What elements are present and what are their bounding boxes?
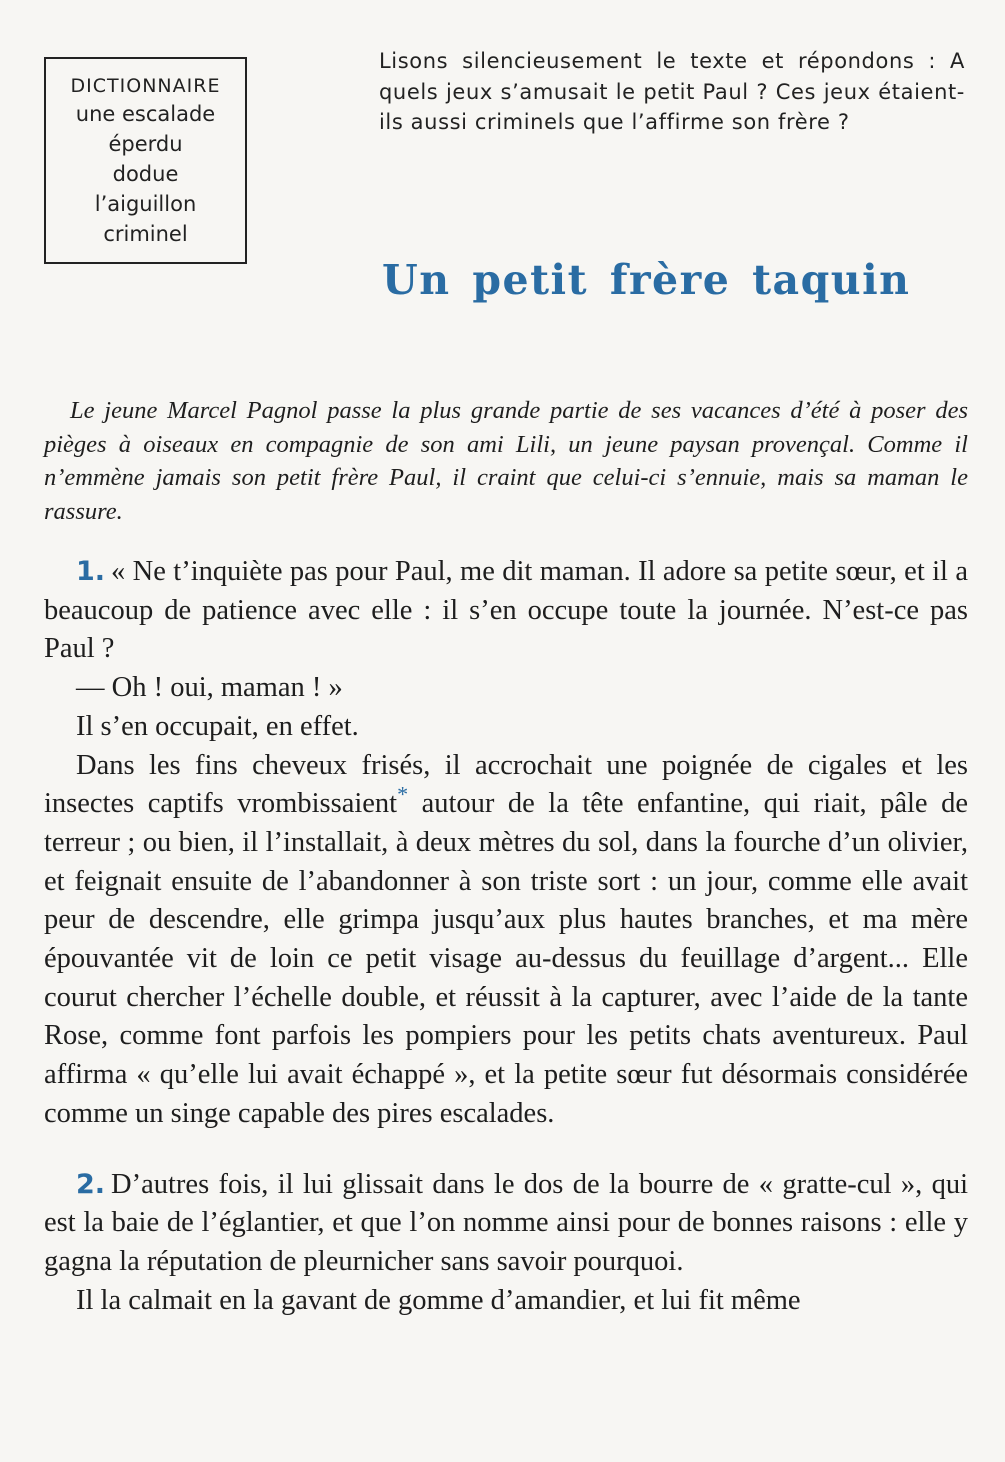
page-title: Un petit frère taquin — [382, 256, 911, 304]
dictionary-word: dodue — [112, 162, 179, 186]
dictionary-box — [44, 57, 247, 264]
section-1-paragraph-1 — [44, 553, 968, 669]
paragraph-text: autour de la tête enfantine, qui riait, pâle de terreur ; ou bien, il l’installait, à deux mètres du sol, dans la fourche d’un olivier, et feignait ensuite de l’abandonner à son triste sort : un jour, comme elle avait peur de descendre, elle grimpa jusqu’aux plus hautes branches, et ma mère épouvantée vit de loin ce petit visage au-dessus du feuillage d’argent... Elle courut chercher l’échelle double, et réussit à la capturer, avec l’aide de la tante Rose, comme font parfois les pompiers pour les petits chats aventureux. Paul affirma « qu’elle lui avait échappé », et la petite sœur fut désormais considérée comme un singe capable des pires escalades. — [44, 788, 968, 1129]
reading-instructions: Lisons silencieusement le texte et répondons : A quels jeux s’amusait le petit Paul ? Ces jeux étaient-ils aussi criminels que l’affirme son frère ? — [379, 49, 965, 134]
story-text — [44, 553, 968, 1320]
section-number: 1. — [76, 556, 106, 587]
section-2-paragraph-1 — [44, 1166, 968, 1282]
section-1-paragraph-3: Il s’en occupait, en effet. — [76, 710, 359, 742]
dictionary-word: une escalade — [75, 102, 216, 126]
paragraph-text: D’autres fois, il lui glissait dans le dos de la bourre de « gratte-cul », qui est la baie de l’églantier, et que l’on nomme ainsi pour de bonnes raisons : elle y gagna la réputation de pleurnicher sans savoir pourquoi. — [44, 1168, 968, 1277]
dictionary-word: éperdu — [108, 132, 183, 156]
section-2-paragraph-2: Il la calmait en la gavant de gomme d’amandier, et lui fit même — [76, 1284, 801, 1316]
section-1-paragraph-4 — [44, 747, 968, 1134]
dictionary-title: DICTIONNAIRE — [70, 75, 221, 97]
glossary-star-icon: * — [397, 781, 409, 807]
intro-paragraph: Le jeune Marcel Pagnol passe la plus grande partie de ses vacances d’été à poser des pièges à oiseaux en compagnie de son ami Lili, un jeune paysan provençal. Comme il n’emmène jamais son petit frère Paul, il craint que celui-ci s’ennuie, mais sa maman le rassure. — [44, 397, 968, 525]
paragraph-text: « Ne t’inquiète pas pour Paul, me dit maman. Il adore sa petite sœur, et il a beaucoup de patience avec elle : il s’en occupe toute la journée. N’est-ce pas Paul ? — [44, 556, 968, 665]
dictionary-word: l’aiguillon — [94, 192, 197, 216]
dictionary-word: criminel — [103, 222, 188, 246]
section-1-paragraph-2: — Oh ! oui, maman ! » — [76, 672, 343, 704]
section-number: 2. — [76, 1168, 106, 1200]
paragraph-text: Dans les fins cheveux frisés, il accrochait une poignée de cigales et les insectes captifs vrombissaient — [44, 749, 968, 820]
